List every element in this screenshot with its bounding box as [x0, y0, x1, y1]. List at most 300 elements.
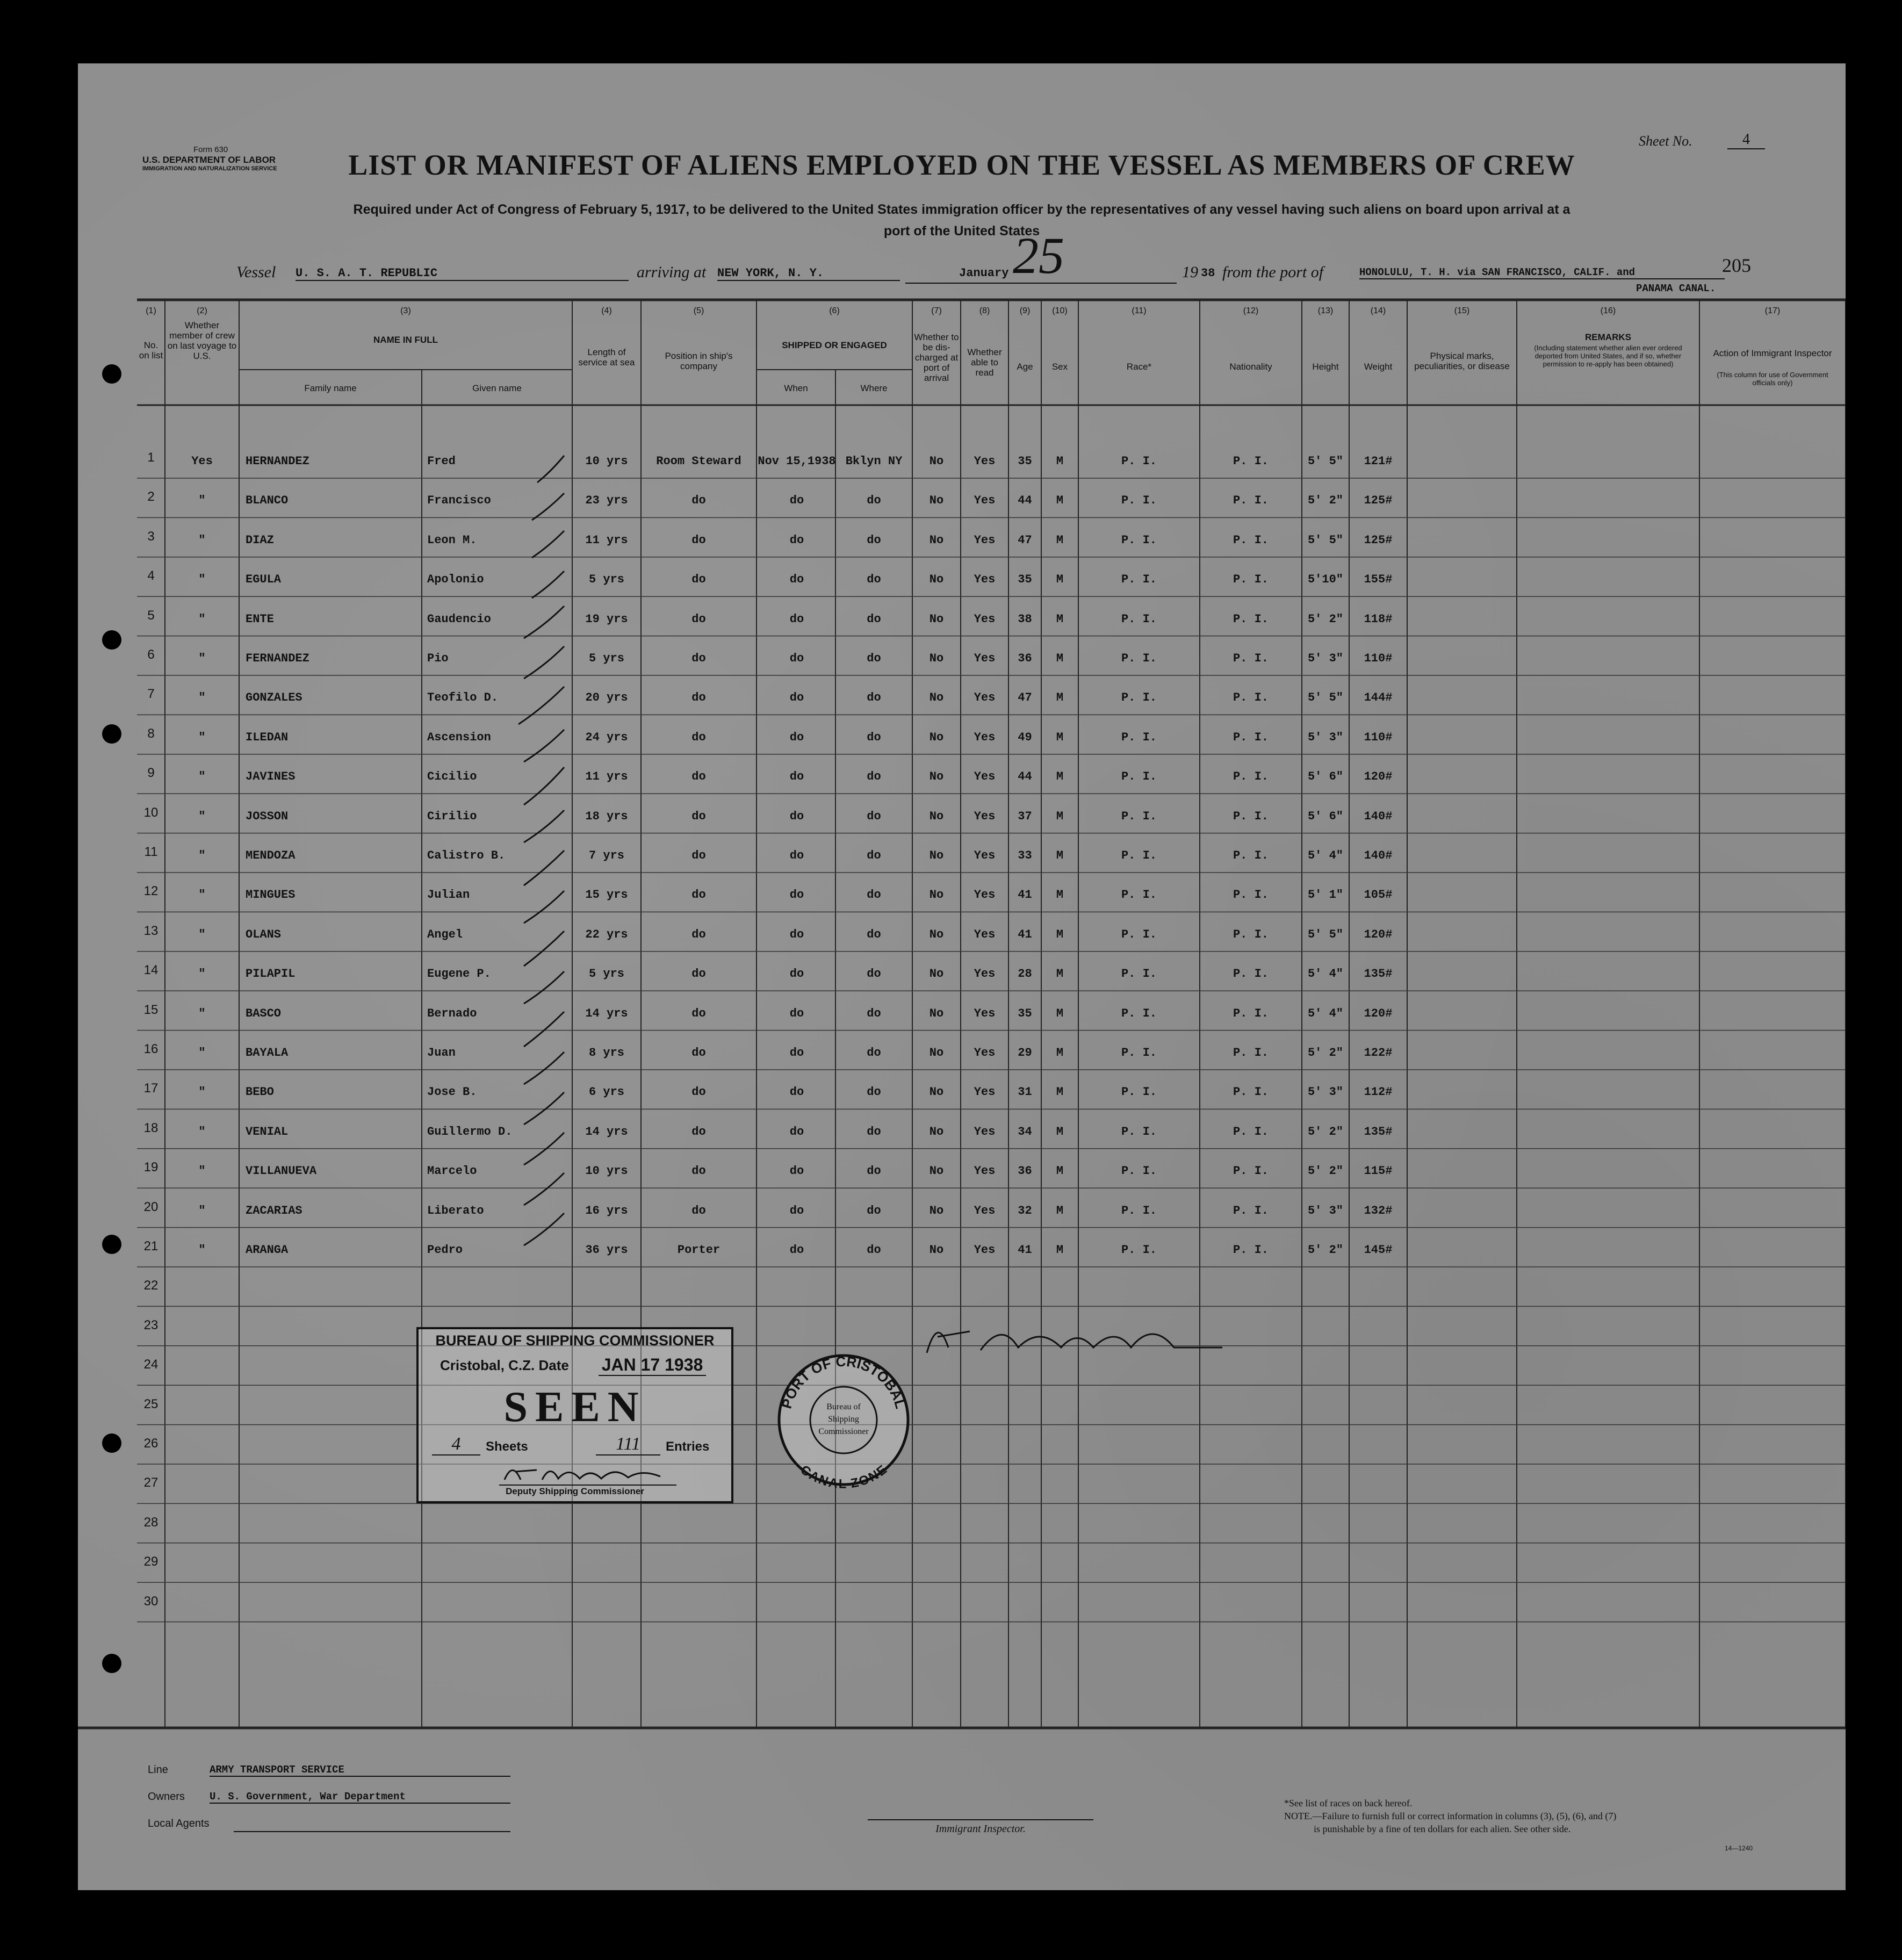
- cell-sex: M: [1056, 770, 1064, 784]
- col-header-when: When: [784, 383, 808, 393]
- cell-height: 5' 5": [1307, 455, 1343, 468]
- cell-service: 14 yrs: [585, 1125, 628, 1138]
- cell-read: Yes: [974, 612, 996, 626]
- cell-prev-voyage: ": [198, 612, 206, 626]
- footer-note-races: *See list of races on back hereof.: [1284, 1798, 1413, 1808]
- cell-where: do: [867, 691, 881, 705]
- cell-read: Yes: [974, 730, 996, 744]
- cell-sex: M: [1056, 494, 1064, 508]
- cell-when: do: [789, 494, 804, 508]
- cell-where: do: [867, 809, 881, 823]
- cell-prev-voyage: ": [198, 1243, 206, 1257]
- cell-where: do: [867, 612, 881, 626]
- cell-race: P. I.: [1121, 1204, 1157, 1217]
- cell-nationality: P. I.: [1233, 1243, 1269, 1257]
- col-header-remarks: REMARKS: [1585, 332, 1631, 342]
- cell-position: do: [691, 888, 706, 902]
- cell-height: 5' 1": [1307, 888, 1343, 902]
- cell-prev-voyage: ": [198, 1006, 206, 1020]
- cell-height: 5' 4": [1307, 967, 1343, 981]
- cell-discharged: No: [929, 494, 944, 508]
- stamp-center-2: Shipping: [828, 1415, 859, 1424]
- row-number-empty: 24: [143, 1357, 158, 1372]
- cell-race: P. I.: [1121, 809, 1157, 823]
- cell-service: 20 yrs: [585, 691, 628, 705]
- row-number: 10: [143, 805, 158, 820]
- cell-prev-voyage: ": [198, 849, 206, 862]
- col-header-prev-voyage: Whether member of crew on last voyage to U.S.: [167, 320, 237, 361]
- col-num-5: (5): [693, 306, 704, 315]
- row-number: 17: [143, 1081, 158, 1096]
- cell-discharged: No: [929, 1006, 944, 1020]
- row-number: 11: [144, 845, 158, 859]
- cell-family-name: OLANS: [246, 927, 282, 941]
- cell-nationality: P. I.: [1233, 573, 1269, 587]
- cell-discharged: No: [929, 533, 944, 547]
- row-number: 3: [147, 529, 155, 544]
- cell-position: Porter: [677, 1243, 721, 1257]
- cell-height: 5' 6": [1307, 770, 1343, 784]
- page-number: 205: [1722, 255, 1751, 276]
- footer-agents-line: [234, 1831, 510, 1832]
- cell-prev-voyage: ": [198, 652, 206, 665]
- row-number-empty: 23: [143, 1317, 158, 1332]
- from-port-line2: PANAMA CANAL.: [1636, 283, 1716, 294]
- cell-age: 37: [1018, 809, 1032, 823]
- cell-age: 36: [1018, 652, 1032, 665]
- cell-weight: 120#: [1364, 1006, 1393, 1020]
- stamp-signer-title: Deputy Shipping Commissioner: [506, 1486, 644, 1496]
- cell-weight: 118#: [1364, 612, 1393, 626]
- cell-discharged: No: [929, 455, 944, 468]
- cell-where: do: [867, 967, 881, 981]
- cell-service: 36 yrs: [585, 1243, 628, 1257]
- cell-nationality: P. I.: [1233, 1204, 1269, 1217]
- cell-height: 5' 2": [1307, 1243, 1343, 1257]
- cell-where: do: [867, 533, 881, 547]
- cell-service: 8 yrs: [588, 1046, 624, 1060]
- cell-height: 5' 3": [1307, 730, 1343, 744]
- cell-race: P. I.: [1121, 1085, 1157, 1099]
- cell-family-name: PILAPIL: [246, 967, 296, 981]
- cell-sex: M: [1056, 927, 1064, 941]
- cell-given-name: Gaudencio: [427, 612, 491, 626]
- col-num-12: (12): [1243, 306, 1259, 315]
- cell-family-name: ENTE: [246, 612, 274, 626]
- col-header-family: Family name: [304, 383, 357, 393]
- cell-prev-voyage: ": [198, 691, 206, 705]
- cell-position: do: [691, 849, 706, 862]
- cell-given-name: Juan: [427, 1046, 456, 1060]
- cell-read: Yes: [974, 967, 996, 981]
- cell-weight: 125#: [1364, 494, 1393, 508]
- cell-prev-voyage: Yes: [191, 455, 213, 468]
- cell-height: 5' 3": [1307, 1204, 1343, 1217]
- cell-weight: 112#: [1364, 1085, 1393, 1099]
- cell-nationality: P. I.: [1233, 612, 1269, 626]
- cell-weight: 110#: [1364, 652, 1393, 665]
- col-num-10: (10): [1052, 306, 1068, 315]
- cell-nationality: P. I.: [1233, 1085, 1269, 1099]
- cell-read: Yes: [974, 1125, 996, 1138]
- cell-sex: M: [1056, 652, 1064, 665]
- cell-weight: 121#: [1364, 455, 1393, 468]
- cell-age: 49: [1018, 730, 1032, 744]
- row-number-empty: 22: [143, 1278, 158, 1293]
- cell-nationality: P. I.: [1233, 1164, 1269, 1178]
- cell-position: do: [691, 1164, 706, 1178]
- cell-sex: M: [1056, 888, 1064, 902]
- cell-read: Yes: [974, 652, 996, 665]
- subtitle-line1: Required under Act of Congress of February 5, 1917, to be delivered to the United States immigration officer by the representatives of any vessel having such aliens on board upon arrival at a: [353, 202, 1570, 217]
- col-header-action: Action of Immigrant Inspector: [1713, 348, 1832, 358]
- cell-height: 5'10": [1307, 573, 1343, 587]
- cell-height: 5' 2": [1307, 494, 1343, 508]
- cell-read: Yes: [974, 770, 996, 784]
- cell-when: do: [789, 730, 804, 744]
- cell-given-name: Marcelo: [427, 1164, 477, 1178]
- stamp-entries-count: 111: [596, 1434, 660, 1455]
- col-num-1: (1): [146, 306, 156, 315]
- cell-weight: 115#: [1364, 1164, 1393, 1178]
- cell-service: 10 yrs: [585, 455, 628, 468]
- cell-read: Yes: [974, 573, 996, 587]
- col-num-8: (8): [979, 306, 990, 315]
- cell-read: Yes: [974, 849, 996, 862]
- arriving-port: NEW YORK, N. Y.: [717, 266, 900, 281]
- cell-family-name: VENIAL: [246, 1125, 289, 1138]
- cell-race: P. I.: [1121, 455, 1157, 468]
- col-header-height: Height: [1312, 362, 1339, 372]
- cell-position: do: [691, 1204, 706, 1217]
- arrival-day: 25: [1013, 227, 1064, 284]
- cell-where: do: [867, 1164, 881, 1178]
- cell-nationality: P. I.: [1233, 652, 1269, 665]
- cell-weight: 135#: [1364, 1125, 1393, 1138]
- footer-owners-value: U. S. Government, War Department: [210, 1791, 510, 1804]
- cell-age: 35: [1018, 1006, 1032, 1020]
- cell-position: do: [691, 533, 706, 547]
- footer-line-value: ARMY TRANSPORT SERVICE: [210, 1764, 510, 1777]
- cell-service: 11 yrs: [585, 533, 628, 547]
- cell-prev-voyage: ": [198, 1085, 206, 1099]
- cell-height: 5' 4": [1307, 849, 1343, 862]
- row-number: 7: [147, 687, 155, 702]
- inspector-signature: [927, 1331, 1222, 1353]
- cell-service: 7 yrs: [588, 849, 624, 862]
- cell-discharged: No: [929, 1164, 944, 1178]
- cell-family-name: EGULA: [246, 573, 282, 587]
- cell-prev-voyage: ": [198, 809, 206, 823]
- cell-where: do: [867, 730, 881, 744]
- cell-nationality: P. I.: [1233, 967, 1269, 981]
- cell-service: 5 yrs: [588, 652, 624, 665]
- cell-read: Yes: [974, 927, 996, 941]
- cell-race: P. I.: [1121, 730, 1157, 744]
- cell-height: 5' 2": [1307, 1164, 1343, 1178]
- row-number: 19: [143, 1160, 158, 1175]
- arrival-month: January: [959, 266, 1009, 280]
- cell-where: do: [867, 849, 881, 862]
- cell-height: 5' 3": [1307, 1085, 1343, 1099]
- page-title: LIST OR MANIFEST OF ALIENS EMPLOYED ON THE VESSEL AS MEMBERS OF CREW: [348, 149, 1575, 181]
- cell-discharged: No: [929, 1243, 944, 1257]
- cell-read: Yes: [974, 1164, 996, 1178]
- cell-when: do: [789, 652, 804, 665]
- cell-age: 35: [1018, 573, 1032, 587]
- col-num-3: (3): [400, 306, 411, 315]
- cell-when: do: [789, 1085, 804, 1099]
- cell-given-name: Pedro: [427, 1243, 463, 1257]
- cell-family-name: MINGUES: [246, 888, 296, 902]
- cell-read: Yes: [974, 888, 996, 902]
- col-header-sex: Sex: [1051, 362, 1068, 372]
- cell-discharged: No: [929, 730, 944, 744]
- cell-weight: 120#: [1364, 927, 1393, 941]
- cell-given-name: Angel: [427, 927, 463, 941]
- inspector-line: [868, 1819, 1093, 1820]
- cell-prev-voyage: ": [198, 573, 206, 587]
- year-prefix: 19: [1182, 263, 1198, 281]
- cell-height: 5' 4": [1307, 1006, 1343, 1020]
- col-num-13: (13): [1317, 306, 1334, 315]
- row-number-empty: 27: [143, 1475, 158, 1490]
- cell-service: 10 yrs: [585, 1164, 628, 1178]
- cell-sex: M: [1056, 967, 1064, 981]
- stamp-signature: [499, 1458, 676, 1488]
- cell-sex: M: [1056, 730, 1064, 744]
- cell-race: P. I.: [1121, 888, 1157, 902]
- row-number: 2: [147, 489, 155, 505]
- cell-weight: 125#: [1364, 533, 1393, 547]
- col-header-remarks-note: (Including statement whether alien ever ordered deported from United States, and if so, whether permission to re-apply has been obtained): [1534, 344, 1682, 368]
- cell-when: do: [789, 1046, 804, 1060]
- col-header-where: Where: [860, 383, 888, 393]
- cell-given-name: Liberato: [427, 1204, 484, 1217]
- cell-sex: M: [1056, 809, 1064, 823]
- cell-position: do: [691, 573, 706, 587]
- row-number: 16: [143, 1042, 158, 1056]
- cell-family-name: JOSSON: [246, 809, 289, 823]
- cell-prev-voyage: ": [198, 1164, 206, 1178]
- cell-read: Yes: [974, 1046, 996, 1060]
- cell-prev-voyage: ": [198, 1204, 206, 1217]
- cell-height: 5' 5": [1307, 927, 1343, 941]
- col-num-17: (17): [1764, 306, 1781, 315]
- cell-discharged: No: [929, 691, 944, 705]
- cell-age: 41: [1018, 888, 1032, 902]
- cell-sex: M: [1056, 455, 1064, 468]
- from-port-label: from the port of: [1222, 263, 1324, 281]
- cell-discharged: No: [929, 927, 944, 941]
- cell-sex: M: [1056, 1006, 1064, 1020]
- cell-given-name: Eugene P.: [427, 967, 491, 981]
- cell-prev-voyage: ": [198, 888, 206, 902]
- cell-where: do: [867, 1125, 881, 1138]
- cell-position: do: [691, 1046, 706, 1060]
- cell-age: 33: [1018, 849, 1032, 862]
- row-number: 12: [143, 884, 158, 899]
- cell-discharged: No: [929, 652, 944, 665]
- cell-discharged: No: [929, 612, 944, 626]
- stamp-place: Cristobal, C.Z. Date: [440, 1357, 569, 1373]
- footer-inspector-label: Immigrant Inspector.: [935, 1823, 1026, 1835]
- cell-nationality: P. I.: [1233, 849, 1269, 862]
- cell-race: P. I.: [1121, 1046, 1157, 1060]
- cell-family-name: MENDOZA: [246, 849, 296, 862]
- cell-discharged: No: [929, 1046, 944, 1060]
- cell-given-name: Cirilio: [427, 809, 477, 823]
- cell-age: 41: [1018, 927, 1032, 941]
- cell-service: 11 yrs: [585, 770, 628, 784]
- cell-weight: 140#: [1364, 809, 1393, 823]
- cell-where: do: [867, 1204, 881, 1217]
- cell-position: do: [691, 1125, 706, 1138]
- year-value: 38: [1201, 266, 1215, 280]
- cell-age: 36: [1018, 1164, 1032, 1178]
- col-header-no: No. on list: [139, 340, 163, 361]
- cell-when: do: [789, 533, 804, 547]
- cell-height: 5' 3": [1307, 652, 1343, 665]
- col-header-given: Given name: [472, 383, 522, 393]
- cell-where: do: [867, 1006, 881, 1020]
- cell-height: 5' 2": [1307, 1125, 1343, 1138]
- cell-service: 23 yrs: [585, 494, 628, 508]
- stamp-center-1: Bureau of: [826, 1402, 861, 1411]
- cell-when: Nov 15,1938: [758, 455, 836, 468]
- cell-race: P. I.: [1121, 927, 1157, 941]
- cell-position: do: [691, 691, 706, 705]
- cell-family-name: ZACARIAS: [246, 1204, 302, 1217]
- row-number: 21: [143, 1239, 158, 1253]
- col-header-weight: Weight: [1364, 362, 1393, 372]
- cell-when: do: [789, 1164, 804, 1178]
- stamp-center-3: Commissioner: [818, 1427, 869, 1436]
- service-name: IMMIGRATION AND NATURALIZATION SERVICE: [142, 165, 277, 172]
- col-num-2: (2): [197, 306, 207, 315]
- cell-race: P. I.: [1121, 652, 1157, 665]
- cell-race: P. I.: [1121, 1164, 1157, 1178]
- cell-weight: 145#: [1364, 1243, 1393, 1257]
- cell-where: do: [867, 573, 881, 587]
- cell-when: do: [789, 1006, 804, 1020]
- cell-age: 47: [1018, 691, 1032, 705]
- cell-given-name: Ascension: [427, 730, 491, 744]
- footer-note-line2: is punishable by a fine of ten dollars for each alien. See other side.: [1314, 1824, 1571, 1834]
- col-num-9: (9): [1019, 306, 1031, 315]
- cell-read: Yes: [974, 533, 996, 547]
- from-port-line1: HONOLULU, T. H. via SAN FRANCISCO, CALIF. and: [1359, 266, 1725, 279]
- col-num-4: (4): [601, 306, 612, 315]
- col-header-read: Whether able to read: [967, 347, 1002, 378]
- cell-position: do: [691, 927, 706, 941]
- cell-discharged: No: [929, 770, 944, 784]
- cell-nationality: P. I.: [1233, 888, 1269, 902]
- cell-discharged: No: [929, 1204, 944, 1217]
- row-number: 9: [147, 766, 155, 781]
- cell-read: Yes: [974, 809, 996, 823]
- cell-discharged: No: [929, 1085, 944, 1099]
- cell-sex: M: [1056, 1164, 1064, 1178]
- cell-service: 5 yrs: [588, 967, 624, 981]
- cell-when: do: [789, 927, 804, 941]
- cell-age: 32: [1018, 1204, 1032, 1217]
- cell-position: do: [691, 1085, 706, 1099]
- cell-discharged: No: [929, 809, 944, 823]
- cell-sex: M: [1056, 612, 1064, 626]
- row-number-empty: 29: [143, 1554, 158, 1569]
- row-number: 13: [143, 923, 158, 938]
- cell-when: do: [789, 888, 804, 902]
- manifest-sheet: [78, 63, 1846, 1890]
- col-header-age: Age: [1017, 362, 1033, 372]
- cell-read: Yes: [974, 1085, 996, 1099]
- cell-position: do: [691, 730, 706, 744]
- cell-position: do: [691, 1006, 706, 1020]
- footer-line-label: Line: [148, 1764, 168, 1776]
- cell-sex: M: [1056, 691, 1064, 705]
- cell-family-name: HERNANDEZ: [246, 455, 309, 468]
- cell-where: do: [867, 927, 881, 941]
- arriving-label: arriving at: [637, 263, 707, 281]
- cell-age: 34: [1018, 1125, 1032, 1138]
- cell-where: do: [867, 770, 881, 784]
- cell-sex: M: [1056, 1125, 1064, 1138]
- cell-race: P. I.: [1121, 1243, 1157, 1257]
- row-number: 14: [143, 963, 158, 978]
- cell-nationality: P. I.: [1233, 1046, 1269, 1060]
- stamp-entries-label: Entries: [666, 1439, 710, 1454]
- department-name: U.S. DEPARTMENT OF LABOR: [142, 155, 276, 165]
- cell-when: do: [789, 1204, 804, 1217]
- cell-position: do: [691, 612, 706, 626]
- cell-age: 44: [1018, 770, 1032, 784]
- footer-note-line1: NOTE.—Failure to furnish full or correct information in columns (3), (5), (6), and (7): [1284, 1811, 1617, 1821]
- cell-nationality: P. I.: [1233, 730, 1269, 744]
- cell-given-name: Cicilio: [427, 770, 477, 784]
- cell-where: do: [867, 1243, 881, 1257]
- cell-race: P. I.: [1121, 849, 1157, 862]
- cell-age: 47: [1018, 533, 1032, 547]
- row-number-empty: 25: [143, 1396, 158, 1411]
- col-header-position: Position in ship's company: [665, 351, 733, 371]
- col-num-14: (14): [1370, 306, 1386, 315]
- cell-age: 35: [1018, 455, 1032, 468]
- col-header-action-note: (This column for use of Government officials only): [1717, 371, 1828, 387]
- cell-weight: 120#: [1364, 770, 1393, 784]
- cell-prev-voyage: ": [198, 770, 206, 784]
- col-header-shipped: SHIPPED OR ENGAGED: [782, 340, 887, 350]
- cell-given-name: Fred: [427, 455, 456, 468]
- footer-form-code: 14—1240: [1725, 1844, 1753, 1852]
- stamp-date: JAN 17 1938: [599, 1355, 706, 1376]
- cell-read: Yes: [974, 1204, 996, 1217]
- cell-weight: 122#: [1364, 1046, 1393, 1060]
- cell-where: do: [867, 888, 881, 902]
- cell-age: 31: [1018, 1085, 1032, 1099]
- cell-family-name: BEBO: [246, 1085, 274, 1099]
- cell-position: do: [691, 494, 706, 508]
- cell-where: do: [867, 652, 881, 665]
- cell-family-name: JAVINES: [246, 770, 296, 784]
- cell-sex: M: [1056, 1085, 1064, 1099]
- col-header-physical: Physical marks, peculiarities, or disease: [1414, 351, 1510, 371]
- cell-race: P. I.: [1121, 612, 1157, 626]
- cell-position: do: [691, 967, 706, 981]
- cell-given-name: Pio: [427, 652, 449, 665]
- cell-discharged: No: [929, 849, 944, 862]
- cell-sex: M: [1056, 1204, 1064, 1217]
